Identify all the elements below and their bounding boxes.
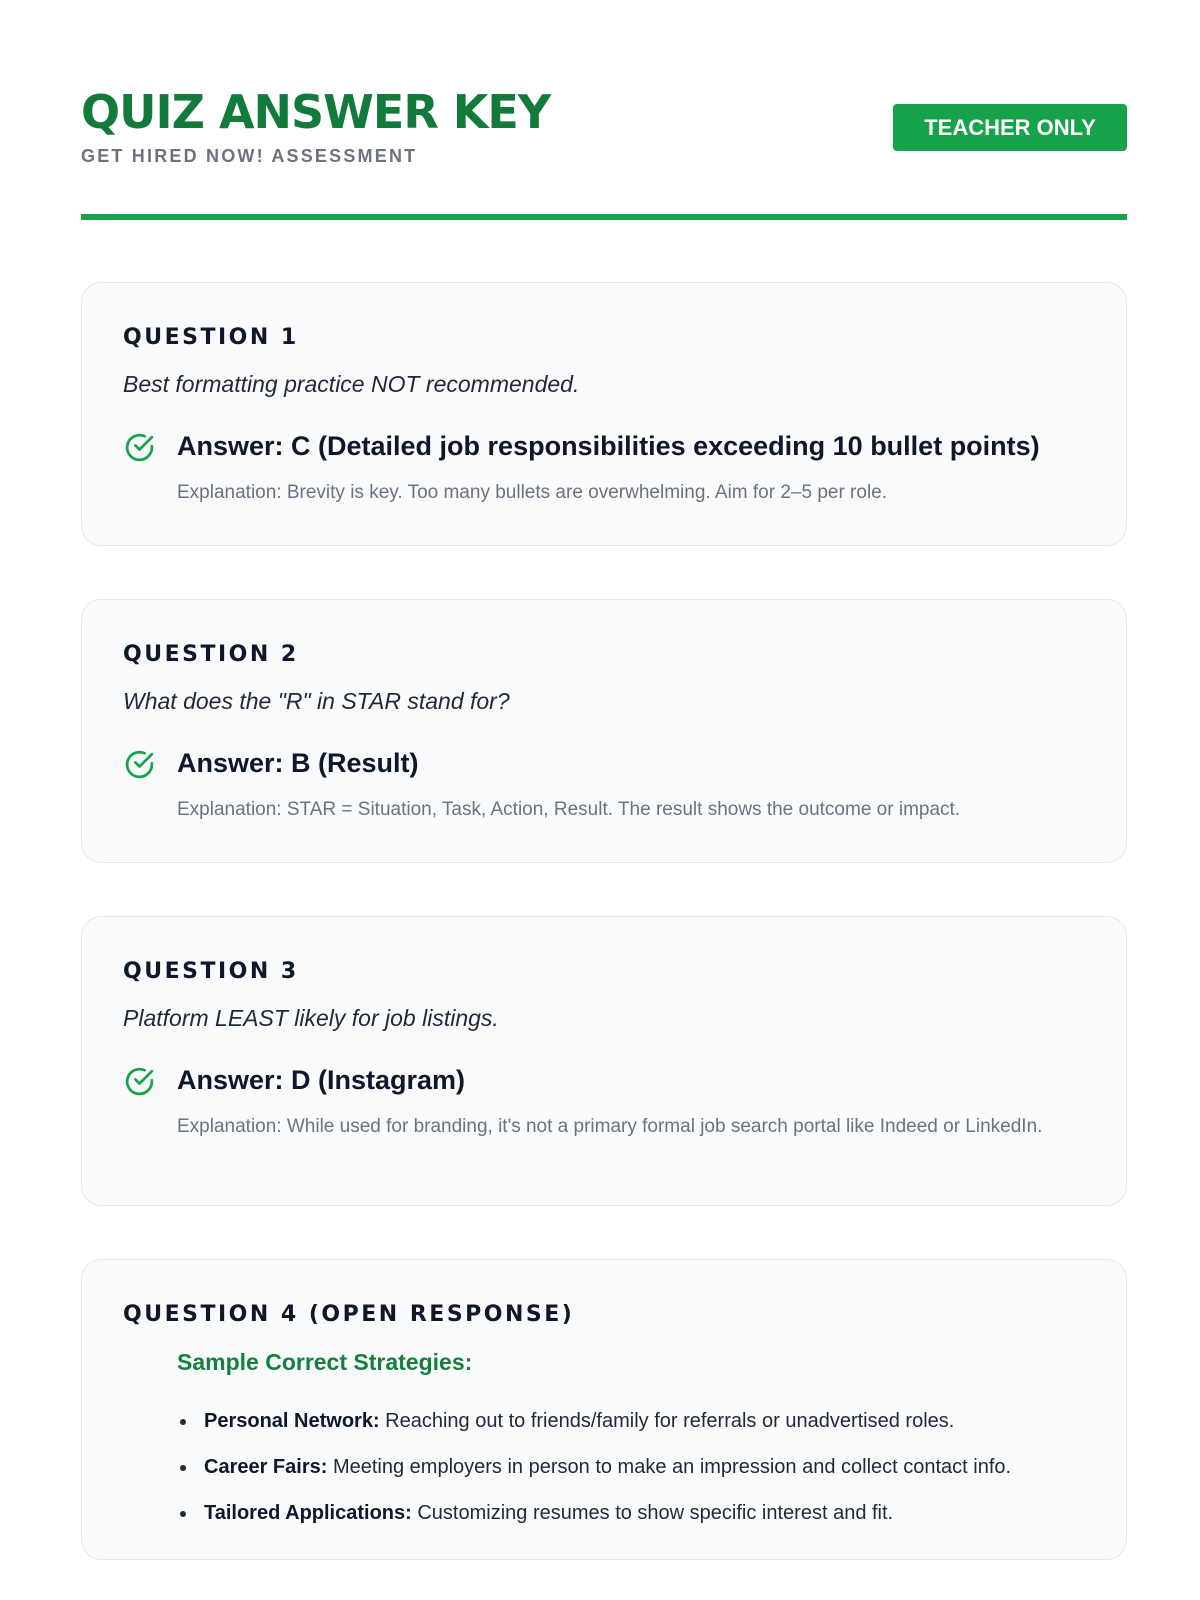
strategy-text: Customizing resumes to show specific interest and fit. [411,1502,894,1524]
question-card-3 [81,916,1127,1206]
question-label: QUESTION 2 [123,642,299,667]
page-header [81,84,1127,167]
answer-text: Answer: B (Result) [177,748,419,778]
answer-explanation: Explanation: Brevity is key. Too many bullets are overwhelming. Aim for 2–5 per role. [177,482,888,503]
bullet-icon [180,1511,186,1517]
check-circle-icon [123,431,156,464]
bullet-icon [180,1419,186,1425]
list-item [177,1500,1096,1546]
answer-text: Answer: D (Instagram) [177,1065,466,1095]
question-prompt: What does the "R" in STAR stand for? [123,688,510,714]
teacher-only-badge: TEACHER ONLY [893,104,1127,151]
question-label: QUESTION 4 (OPEN RESPONSE) [123,1302,575,1327]
strategy-text: Meeting employers in person to make an impression and collect contact info. [327,1456,1012,1478]
check-circle-icon [123,748,156,781]
header-divider [81,214,1127,220]
strategy-text: Reaching out to friends/family for referrals or unadvertised roles. [379,1410,955,1432]
question-prompt: Platform LEAST likely for job listings. [123,1005,499,1031]
page-title: QUIZ ANSWER KEY [81,85,551,139]
strategies-heading: Sample Correct Strategies: [177,1349,473,1375]
strategy-term: Personal Network: [204,1410,380,1432]
question-label: QUESTION 1 [123,325,299,350]
page-subtitle: GET HIRED NOW! ASSESSMENT [81,146,418,166]
question-label: QUESTION 3 [123,959,299,984]
strategy-list [177,1408,1096,1546]
check-circle-icon [123,1065,156,1098]
question-card-4 [81,1259,1127,1560]
bullet-icon [180,1465,186,1471]
list-item [177,1408,1096,1454]
answer-text: Answer: C (Detailed job responsibilities exceeding 10 bullet points) [177,431,1040,461]
question-card-2 [81,599,1127,863]
question-prompt: Best formatting practice NOT recommended. [123,371,580,397]
question-card-1 [81,282,1127,546]
list-item [177,1454,1096,1500]
answer-explanation: Explanation: STAR = Situation, Task, Action, Result. The result shows the outcome or impact. [177,799,961,820]
strategy-term: Tailored Applications: [204,1502,412,1524]
strategy-term: Career Fairs: [204,1456,328,1478]
answer-explanation: Explanation: While used for branding, it's not a primary formal job search portal like Indeed or LinkedIn. [177,1116,1043,1137]
